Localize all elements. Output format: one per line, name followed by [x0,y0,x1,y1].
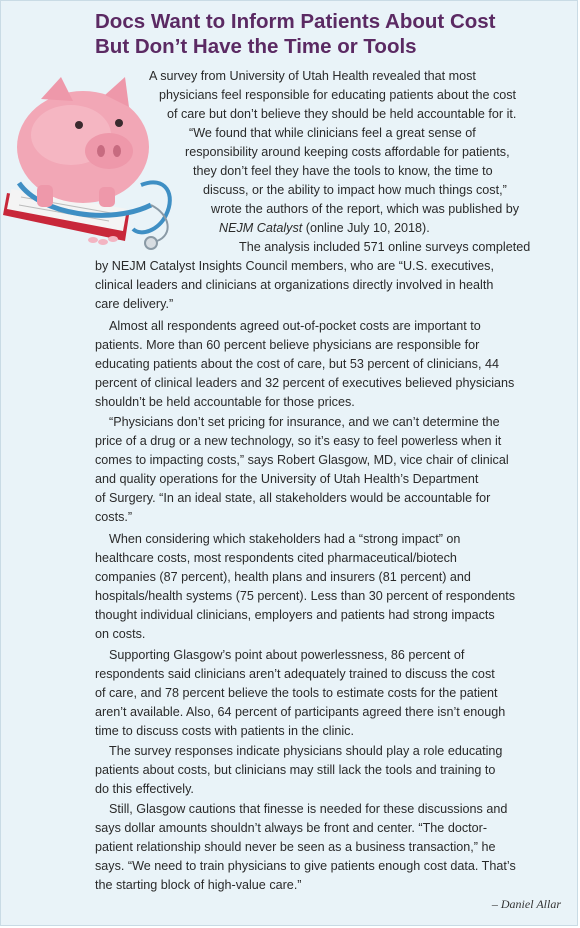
publication-date: (online July 10, 2018). [302,221,430,235]
body-line: of Surgery. “In an ideal state, all stakeholders would be accountable for [95,491,491,505]
body-line: care delivery.” [95,297,174,311]
body-line: hospitals/health systems (75 percent). Less than 30 percent of respondents [95,589,516,603]
body-line: wrote the authors of the report, which was published by [211,202,520,216]
body-line [219,219,430,238]
body-line: respondents said clinicians aren’t adequately trained to discuss the cost [95,667,495,681]
body-line: clinical leaders and clinicians at organizations directly involved in health [95,278,494,292]
body-line: “We found that while clinicians feel a great sense of [189,126,476,140]
pills-icon [88,236,118,245]
body-line: percent of clinical leaders and 32 percent of executives believed physicians [95,376,515,390]
body-line: Still, Glasgow cautions that finesse is needed for these discussions and [109,802,508,816]
body-line: of care, and 78 percent believe the tools to estimate costs for the patient [95,686,498,700]
body-line: on costs. [95,627,146,641]
body-line: comes to impacting costs,” says Robert Glasgow, MD, vice chair of clinical [95,453,509,467]
body-line: Supporting Glasgow’s point about powerlessness, 86 percent of [109,648,465,662]
body-line: they don’t feel they have the tools to know, the time to [193,164,493,178]
headline-line-2: But Don’t Have the Time or Tools [95,35,417,58]
body-line: says dollar amounts shouldn’t always be front and center. “The doctor- [95,821,488,835]
body-line: do this effectively. [95,782,194,796]
body-line: costs.” [95,510,133,524]
body-line: A survey from University of Utah Health revealed that most [149,69,476,83]
body-line: patients. More than 60 percent believe physicians are responsible for [95,338,480,352]
body-line: the starting block of high-value care.” [95,878,302,892]
body-line: patient relationship should never be seen as a business transaction,” he [95,840,496,854]
body-line: of care but don’t believe they should be held accountable for it. [167,107,517,121]
body-line: says. “We need to train physicians to give patients enough cost data. That’s [95,859,516,873]
body-line: Almost all respondents agreed out-of-pocket costs are important to [109,319,481,333]
body-line: The analysis included 571 online surveys completed [239,240,531,254]
body-line: responsibility around keeping costs affordable for patients, [185,145,510,159]
headline-line-1: Docs Want to Inform Patients About Cost [95,10,496,33]
body-line: shouldn’t be held accountable for those prices. [95,395,355,409]
body-line: When considering which stakeholders had a “strong impact” on [109,532,461,546]
body-line: aren’t available. Also, 64 percent of participants agreed there isn’t enough [95,705,506,719]
body-line: by NEJM Catalyst Insights Council members, who are “U.S. executives, [95,259,494,273]
body-line: companies (87 percent), health plans and insurers (81 percent) and [95,570,471,584]
body-line: thought individual clinicians, employers and patients had strong impacts [95,608,495,622]
body-line: educating patients about the cost of care, but 53 percent of clinicians, 44 [95,357,499,371]
body-line: “Physicians don’t set pricing for insurance, and we can’t determine the [109,415,500,429]
body-line: discuss, or the ability to impact how much things cost,” [203,183,507,197]
body-line: price of a drug or a new technology, so it’s easy to feel powerless when it [95,434,502,448]
body-line: physicians feel responsible for educating patients about the cost [159,88,517,102]
body-line: The survey responses indicate physicians should play a role educating [109,744,503,758]
body-line: healthcare costs, most respondents cited pharmaceutical/biotech [95,551,457,565]
journal-name: NEJM Catalyst [219,221,303,235]
byline: – Daniel Allar [491,897,561,911]
body-line: time to discuss costs with patients in the clinic. [95,724,354,738]
body-line: and quality operations for the University of Utah Health’s Department [95,472,479,486]
headline [95,9,565,59]
body-line: patients about costs, but clinicians may still lack the tools and training to [95,763,496,777]
piggy-bank-icon [17,77,149,207]
